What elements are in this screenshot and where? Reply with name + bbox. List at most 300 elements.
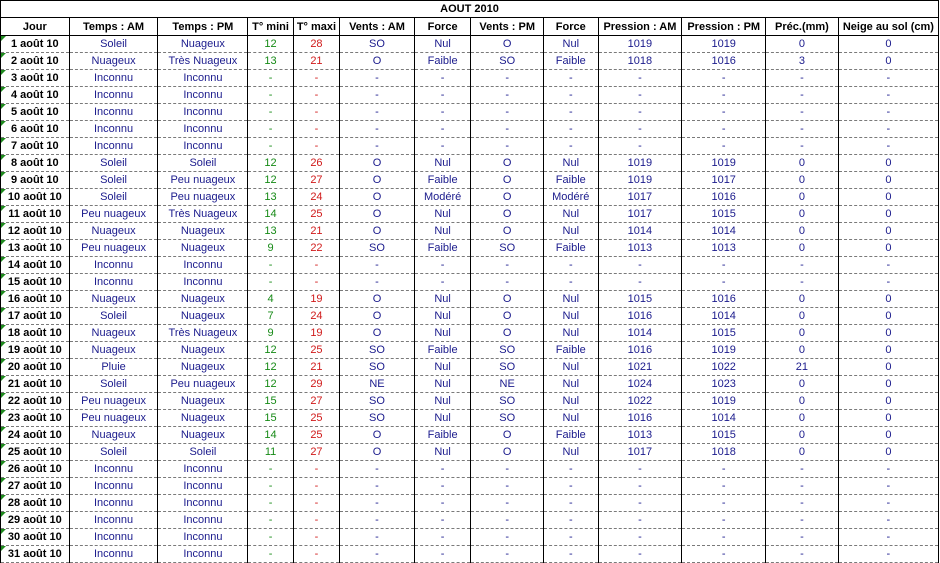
force-pm-cell[interactable]: Nul — [544, 376, 599, 393]
weather-am-cell[interactable]: Soleil — [69, 444, 158, 461]
pressure-am-cell[interactable]: - — [598, 87, 682, 104]
wind-am-cell[interactable]: NE — [340, 376, 415, 393]
pressure-pm-cell[interactable]: - — [682, 274, 766, 291]
pressure-pm-cell[interactable]: - — [682, 138, 766, 155]
weather-am-cell[interactable]: Soleil — [69, 155, 158, 172]
wind-am-cell[interactable]: - — [340, 121, 415, 138]
wind-pm-cell[interactable]: - — [471, 529, 544, 546]
force-am-cell[interactable]: Faible — [414, 172, 471, 189]
force-am-cell[interactable]: - — [414, 461, 471, 478]
temp-max-cell[interactable]: - — [293, 274, 339, 291]
pressure-am-cell[interactable]: 1015 — [598, 291, 682, 308]
wind-pm-cell[interactable]: - — [471, 104, 544, 121]
pressure-pm-cell[interactable]: 1014 — [682, 308, 766, 325]
snow-cell[interactable]: - — [838, 138, 938, 155]
wind-am-cell[interactable]: - — [340, 461, 415, 478]
force-am-cell[interactable]: Faible — [414, 240, 471, 257]
weather-am-cell[interactable]: Inconnu — [69, 478, 158, 495]
wind-am-cell[interactable]: - — [340, 104, 415, 121]
weather-pm-cell[interactable]: Nuageux — [158, 410, 248, 427]
temp-min-cell[interactable]: - — [248, 274, 293, 291]
temp-min-cell[interactable]: - — [248, 87, 293, 104]
temp-max-cell[interactable]: 28 — [293, 36, 339, 53]
header-pression-pm[interactable]: Pression : PM — [682, 18, 766, 36]
force-pm-cell[interactable]: - — [544, 121, 599, 138]
day-cell[interactable]: 21 août 10 — [1, 376, 70, 393]
wind-pm-cell[interactable]: O — [471, 223, 544, 240]
force-pm-cell[interactable]: Faible — [544, 427, 599, 444]
temp-max-cell[interactable]: 25 — [293, 427, 339, 444]
temp-min-cell[interactable]: - — [248, 104, 293, 121]
wind-pm-cell[interactable]: SO — [471, 342, 544, 359]
wind-am-cell[interactable]: - — [340, 529, 415, 546]
wind-am-cell[interactable]: O — [340, 53, 415, 70]
precip-cell[interactable]: 0 — [766, 410, 839, 427]
wind-pm-cell[interactable]: - — [471, 121, 544, 138]
temp-max-cell[interactable]: - — [293, 104, 339, 121]
weather-pm-cell[interactable]: Peu nuageux — [158, 376, 248, 393]
wind-am-cell[interactable]: O — [340, 206, 415, 223]
weather-am-cell[interactable]: Inconnu — [69, 257, 158, 274]
snow-cell[interactable]: - — [838, 495, 938, 512]
weather-pm-cell[interactable]: Inconnu — [158, 512, 248, 529]
header-t-mini[interactable]: T° mini — [248, 18, 293, 36]
precip-cell[interactable]: 0 — [766, 393, 839, 410]
force-am-cell[interactable]: Nul — [414, 325, 471, 342]
wind-pm-cell[interactable]: SO — [471, 240, 544, 257]
precip-cell[interactable]: 0 — [766, 427, 839, 444]
temp-max-cell[interactable]: - — [293, 121, 339, 138]
snow-cell[interactable]: - — [838, 478, 938, 495]
pressure-am-cell[interactable]: - — [598, 70, 682, 87]
force-am-cell[interactable]: - — [414, 138, 471, 155]
pressure-am-cell[interactable]: - — [598, 478, 682, 495]
precip-cell[interactable]: 0 — [766, 223, 839, 240]
pressure-am-cell[interactable]: - — [598, 495, 682, 512]
pressure-am-cell[interactable]: - — [598, 121, 682, 138]
pressure-am-cell[interactable]: - — [598, 461, 682, 478]
temp-min-cell[interactable]: 15 — [248, 410, 293, 427]
weather-pm-cell[interactable]: Nuageux — [158, 427, 248, 444]
day-cell[interactable]: 23 août 10 — [1, 410, 70, 427]
weather-pm-cell[interactable]: Nuageux — [158, 393, 248, 410]
temp-min-cell[interactable]: - — [248, 529, 293, 546]
force-am-cell[interactable]: - — [414, 478, 471, 495]
force-pm-cell[interactable]: - — [544, 104, 599, 121]
precip-cell[interactable]: 0 — [766, 172, 839, 189]
force-pm-cell[interactable]: Modéré — [544, 189, 599, 206]
wind-am-cell[interactable]: O — [340, 427, 415, 444]
snow-cell[interactable]: 0 — [838, 410, 938, 427]
day-cell[interactable]: 2 août 10 — [1, 53, 70, 70]
day-cell[interactable]: 12 août 10 — [1, 223, 70, 240]
snow-cell[interactable]: 0 — [838, 155, 938, 172]
wind-am-cell[interactable]: SO — [340, 410, 415, 427]
wind-am-cell[interactable]: O — [340, 308, 415, 325]
temp-min-cell[interactable]: 4 — [248, 291, 293, 308]
wind-pm-cell[interactable]: - — [471, 87, 544, 104]
pressure-pm-cell[interactable]: 1015 — [682, 427, 766, 444]
wind-pm-cell[interactable]: O — [471, 172, 544, 189]
pressure-pm-cell[interactable]: 1019 — [682, 342, 766, 359]
wind-am-cell[interactable]: SO — [340, 393, 415, 410]
temp-max-cell[interactable]: 25 — [293, 206, 339, 223]
pressure-am-cell[interactable]: 1019 — [598, 155, 682, 172]
wind-pm-cell[interactable]: SO — [471, 53, 544, 70]
wind-pm-cell[interactable]: - — [471, 461, 544, 478]
wind-am-cell[interactable]: O — [340, 223, 415, 240]
temp-max-cell[interactable]: - — [293, 529, 339, 546]
temp-max-cell[interactable]: - — [293, 70, 339, 87]
force-pm-cell[interactable]: Nul — [544, 393, 599, 410]
force-pm-cell[interactable]: Faible — [544, 342, 599, 359]
weather-am-cell[interactable]: Inconnu — [69, 87, 158, 104]
day-cell[interactable]: 28 août 10 — [1, 495, 70, 512]
day-cell[interactable]: 3 août 10 — [1, 70, 70, 87]
pressure-pm-cell[interactable]: 1019 — [682, 155, 766, 172]
precip-cell[interactable]: 3 — [766, 53, 839, 70]
header-vents-am[interactable]: Vents : AM — [340, 18, 415, 36]
force-pm-cell[interactable]: Faible — [544, 53, 599, 70]
weather-pm-cell[interactable]: Nuageux — [158, 359, 248, 376]
weather-am-cell[interactable]: Inconnu — [69, 104, 158, 121]
temp-min-cell[interactable]: 14 — [248, 206, 293, 223]
temp-max-cell[interactable]: 27 — [293, 444, 339, 461]
pressure-am-cell[interactable]: 1013 — [598, 427, 682, 444]
force-am-cell[interactable]: - — [414, 529, 471, 546]
force-am-cell[interactable]: Modéré — [414, 189, 471, 206]
wind-pm-cell[interactable]: O — [471, 308, 544, 325]
wind-am-cell[interactable]: - — [340, 478, 415, 495]
pressure-pm-cell[interactable]: - — [682, 121, 766, 138]
force-am-cell[interactable]: Nul — [414, 223, 471, 240]
temp-min-cell[interactable]: 14 — [248, 427, 293, 444]
snow-cell[interactable]: 0 — [838, 206, 938, 223]
weather-pm-cell[interactable]: Soleil — [158, 155, 248, 172]
weather-pm-cell[interactable]: Nuageux — [158, 36, 248, 53]
temp-max-cell[interactable]: 19 — [293, 325, 339, 342]
force-am-cell[interactable]: Nul — [414, 444, 471, 461]
wind-pm-cell[interactable]: O — [471, 155, 544, 172]
force-pm-cell[interactable]: Faible — [544, 172, 599, 189]
temp-max-cell[interactable]: 26 — [293, 155, 339, 172]
weather-am-cell[interactable]: Peu nuageux — [69, 240, 158, 257]
force-pm-cell[interactable]: Nul — [544, 325, 599, 342]
force-am-cell[interactable]: Nul — [414, 291, 471, 308]
snow-cell[interactable]: - — [838, 274, 938, 291]
day-cell[interactable]: 9 août 10 — [1, 172, 70, 189]
precip-cell[interactable]: 0 — [766, 240, 839, 257]
day-cell[interactable]: 19 août 10 — [1, 342, 70, 359]
force-am-cell[interactable]: Nul — [414, 376, 471, 393]
temp-min-cell[interactable]: 12 — [248, 172, 293, 189]
weather-pm-cell[interactable]: Inconnu — [158, 529, 248, 546]
weather-pm-cell[interactable]: Nuageux — [158, 342, 248, 359]
wind-pm-cell[interactable]: O — [471, 444, 544, 461]
weather-pm-cell[interactable]: Inconnu — [158, 274, 248, 291]
pressure-pm-cell[interactable]: 1019 — [682, 36, 766, 53]
wind-am-cell[interactable]: O — [340, 189, 415, 206]
temp-min-cell[interactable]: 12 — [248, 359, 293, 376]
weather-am-cell[interactable]: Nuageux — [69, 325, 158, 342]
snow-cell[interactable]: - — [838, 104, 938, 121]
pressure-pm-cell[interactable]: 1016 — [682, 189, 766, 206]
weather-pm-cell[interactable]: Inconnu — [158, 461, 248, 478]
wind-am-cell[interactable]: O — [340, 291, 415, 308]
day-cell[interactable]: 6 août 10 — [1, 121, 70, 138]
snow-cell[interactable]: - — [838, 70, 938, 87]
pressure-pm-cell[interactable]: - — [682, 546, 766, 563]
day-cell[interactable]: 14 août 10 — [1, 257, 70, 274]
wind-am-cell[interactable]: - — [340, 495, 415, 512]
force-pm-cell[interactable]: - — [544, 495, 599, 512]
temp-max-cell[interactable]: 21 — [293, 53, 339, 70]
snow-cell[interactable]: - — [838, 529, 938, 546]
day-cell[interactable]: 13 août 10 — [1, 240, 70, 257]
force-am-cell[interactable]: Faible — [414, 342, 471, 359]
wind-am-cell[interactable]: SO — [340, 359, 415, 376]
wind-pm-cell[interactable]: - — [471, 546, 544, 563]
pressure-pm-cell[interactable]: 1019 — [682, 393, 766, 410]
wind-pm-cell[interactable]: O — [471, 189, 544, 206]
wind-am-cell[interactable]: - — [340, 70, 415, 87]
pressure-am-cell[interactable]: 1018 — [598, 53, 682, 70]
wind-pm-cell[interactable]: NE — [471, 376, 544, 393]
precip-cell[interactable]: 21 — [766, 359, 839, 376]
weather-pm-cell[interactable]: Nuageux — [158, 240, 248, 257]
snow-cell[interactable]: 0 — [838, 172, 938, 189]
header-prec[interactable]: Préc.(mm) — [766, 18, 839, 36]
header-force-pm[interactable]: Force — [544, 18, 599, 36]
snow-cell[interactable]: 0 — [838, 342, 938, 359]
force-pm-cell[interactable]: - — [544, 70, 599, 87]
precip-cell[interactable]: 0 — [766, 444, 839, 461]
weather-pm-cell[interactable]: Nuageux — [158, 223, 248, 240]
temp-min-cell[interactable]: - — [248, 478, 293, 495]
weather-am-cell[interactable]: Inconnu — [69, 529, 158, 546]
temp-max-cell[interactable]: - — [293, 257, 339, 274]
pressure-pm-cell[interactable]: 1016 — [682, 291, 766, 308]
precip-cell[interactable]: - — [766, 478, 839, 495]
force-pm-cell[interactable]: - — [544, 138, 599, 155]
force-pm-cell[interactable]: Nul — [544, 410, 599, 427]
snow-cell[interactable]: - — [838, 121, 938, 138]
force-pm-cell[interactable]: - — [544, 274, 599, 291]
precip-cell[interactable]: - — [766, 461, 839, 478]
force-am-cell[interactable]: - — [414, 274, 471, 291]
weather-pm-cell[interactable]: Nuageux — [158, 308, 248, 325]
snow-cell[interactable]: 0 — [838, 359, 938, 376]
snow-cell[interactable]: 0 — [838, 393, 938, 410]
precip-cell[interactable]: - — [766, 138, 839, 155]
pressure-am-cell[interactable]: - — [598, 138, 682, 155]
pressure-pm-cell[interactable]: - — [682, 257, 766, 274]
weather-pm-cell[interactable]: Peu nuageux — [158, 189, 248, 206]
weather-pm-cell[interactable]: Inconnu — [158, 478, 248, 495]
force-pm-cell[interactable]: - — [544, 546, 599, 563]
wind-pm-cell[interactable]: - — [471, 478, 544, 495]
pressure-am-cell[interactable]: 1014 — [598, 325, 682, 342]
weather-pm-cell[interactable]: Très Nuageux — [158, 325, 248, 342]
pressure-am-cell[interactable]: 1014 — [598, 223, 682, 240]
pressure-pm-cell[interactable]: - — [682, 461, 766, 478]
precip-cell[interactable]: - — [766, 121, 839, 138]
temp-min-cell[interactable]: 12 — [248, 376, 293, 393]
pressure-pm-cell[interactable]: - — [682, 70, 766, 87]
header-temps-pm[interactable]: Temps : PM — [158, 18, 248, 36]
weather-pm-cell[interactable]: Inconnu — [158, 121, 248, 138]
day-cell[interactable]: 17 août 10 — [1, 308, 70, 325]
day-cell[interactable]: 20 août 10 — [1, 359, 70, 376]
header-jour[interactable]: Jour — [1, 18, 70, 36]
temp-min-cell[interactable]: 12 — [248, 155, 293, 172]
force-pm-cell[interactable]: - — [544, 478, 599, 495]
force-am-cell[interactable]: Nul — [414, 206, 471, 223]
snow-cell[interactable]: - — [838, 461, 938, 478]
wind-am-cell[interactable]: - — [340, 138, 415, 155]
day-cell[interactable]: 18 août 10 — [1, 325, 70, 342]
snow-cell[interactable]: 0 — [838, 53, 938, 70]
force-pm-cell[interactable]: - — [544, 461, 599, 478]
precip-cell[interactable]: 0 — [766, 206, 839, 223]
wind-pm-cell[interactable]: O — [471, 206, 544, 223]
pressure-pm-cell[interactable]: 1015 — [682, 206, 766, 223]
force-am-cell[interactable]: - — [414, 495, 471, 512]
precip-cell[interactable]: - — [766, 529, 839, 546]
day-cell[interactable]: 31 août 10 — [1, 546, 70, 563]
pressure-am-cell[interactable]: - — [598, 274, 682, 291]
temp-min-cell[interactable]: - — [248, 121, 293, 138]
pressure-pm-cell[interactable]: - — [682, 495, 766, 512]
force-am-cell[interactable]: - — [414, 104, 471, 121]
snow-cell[interactable]: - — [838, 87, 938, 104]
pressure-am-cell[interactable]: - — [598, 257, 682, 274]
force-am-cell[interactable]: Faible — [414, 427, 471, 444]
weather-am-cell[interactable]: Peu nuageux — [69, 206, 158, 223]
wind-pm-cell[interactable]: O — [471, 427, 544, 444]
weather-pm-cell[interactable]: Soleil — [158, 444, 248, 461]
weather-am-cell[interactable]: Inconnu — [69, 274, 158, 291]
wind-am-cell[interactable]: O — [340, 325, 415, 342]
weather-pm-cell[interactable]: Très Nuageux — [158, 206, 248, 223]
pressure-am-cell[interactable]: 1017 — [598, 206, 682, 223]
temp-max-cell[interactable]: 24 — [293, 189, 339, 206]
precip-cell[interactable]: - — [766, 87, 839, 104]
pressure-am-cell[interactable]: - — [598, 512, 682, 529]
weather-am-cell[interactable]: Inconnu — [69, 121, 158, 138]
pressure-am-cell[interactable]: 1024 — [598, 376, 682, 393]
weather-am-cell[interactable]: Soleil — [69, 36, 158, 53]
wind-pm-cell[interactable]: SO — [471, 359, 544, 376]
pressure-pm-cell[interactable]: - — [682, 478, 766, 495]
force-am-cell[interactable]: - — [414, 257, 471, 274]
precip-cell[interactable]: - — [766, 70, 839, 87]
snow-cell[interactable]: 0 — [838, 444, 938, 461]
snow-cell[interactable]: 0 — [838, 36, 938, 53]
wind-am-cell[interactable]: SO — [340, 36, 415, 53]
day-cell[interactable]: 29 août 10 — [1, 512, 70, 529]
weather-pm-cell[interactable]: Inconnu — [158, 70, 248, 87]
day-cell[interactable]: 16 août 10 — [1, 291, 70, 308]
header-t-maxi[interactable]: T° maxi — [293, 18, 339, 36]
wind-pm-cell[interactable]: SO — [471, 410, 544, 427]
weather-am-cell[interactable]: Nuageux — [69, 291, 158, 308]
precip-cell[interactable]: - — [766, 546, 839, 563]
weather-am-cell[interactable]: Inconnu — [69, 461, 158, 478]
snow-cell[interactable]: 0 — [838, 427, 938, 444]
wind-am-cell[interactable]: SO — [340, 240, 415, 257]
pressure-am-cell[interactable]: 1022 — [598, 393, 682, 410]
wind-pm-cell[interactable]: O — [471, 36, 544, 53]
day-cell[interactable]: 11 août 10 — [1, 206, 70, 223]
precip-cell[interactable]: - — [766, 495, 839, 512]
force-am-cell[interactable]: - — [414, 121, 471, 138]
precip-cell[interactable]: 0 — [766, 36, 839, 53]
wind-am-cell[interactable]: O — [340, 444, 415, 461]
day-cell[interactable]: 30 août 10 — [1, 529, 70, 546]
pressure-pm-cell[interactable]: - — [682, 529, 766, 546]
header-vents-pm[interactable]: Vents : PM — [471, 18, 544, 36]
snow-cell[interactable]: 0 — [838, 376, 938, 393]
force-pm-cell[interactable]: Nul — [544, 155, 599, 172]
weather-pm-cell[interactable]: Nuageux — [158, 291, 248, 308]
weather-am-cell[interactable]: Nuageux — [69, 53, 158, 70]
header-neige[interactable]: Neige au sol (cm) — [838, 18, 938, 36]
temp-max-cell[interactable]: 27 — [293, 393, 339, 410]
sheet-title[interactable]: AOUT 2010 — [1, 1, 939, 18]
pressure-am-cell[interactable]: 1019 — [598, 36, 682, 53]
temp-max-cell[interactable]: - — [293, 138, 339, 155]
pressure-am-cell[interactable]: 1013 — [598, 240, 682, 257]
temp-max-cell[interactable]: 21 — [293, 359, 339, 376]
pressure-pm-cell[interactable]: - — [682, 87, 766, 104]
wind-am-cell[interactable]: - — [340, 257, 415, 274]
pressure-pm-cell[interactable]: 1023 — [682, 376, 766, 393]
force-am-cell[interactable]: - — [414, 546, 471, 563]
force-pm-cell[interactable]: - — [544, 512, 599, 529]
day-cell[interactable]: 22 août 10 — [1, 393, 70, 410]
temp-min-cell[interactable]: 9 — [248, 240, 293, 257]
force-am-cell[interactable]: Nul — [414, 308, 471, 325]
weather-pm-cell[interactable]: Inconnu — [158, 546, 248, 563]
day-cell[interactable]: 26 août 10 — [1, 461, 70, 478]
wind-pm-cell[interactable]: O — [471, 325, 544, 342]
temp-min-cell[interactable]: - — [248, 461, 293, 478]
force-am-cell[interactable]: Nul — [414, 393, 471, 410]
temp-max-cell[interactable]: 19 — [293, 291, 339, 308]
pressure-am-cell[interactable]: 1016 — [598, 342, 682, 359]
snow-cell[interactable]: - — [838, 546, 938, 563]
force-pm-cell[interactable]: Faible — [544, 240, 599, 257]
pressure-am-cell[interactable]: 1016 — [598, 308, 682, 325]
wind-am-cell[interactable]: - — [340, 546, 415, 563]
force-pm-cell[interactable]: Nul — [544, 206, 599, 223]
weather-am-cell[interactable]: Inconnu — [69, 512, 158, 529]
temp-min-cell[interactable]: 13 — [248, 189, 293, 206]
day-cell[interactable]: 1 août 10 — [1, 36, 70, 53]
day-cell[interactable]: 10 août 10 — [1, 189, 70, 206]
force-pm-cell[interactable]: Nul — [544, 36, 599, 53]
temp-min-cell[interactable]: 9 — [248, 325, 293, 342]
pressure-am-cell[interactable]: 1017 — [598, 189, 682, 206]
day-cell[interactable]: 24 août 10 — [1, 427, 70, 444]
temp-max-cell[interactable]: 27 — [293, 172, 339, 189]
temp-min-cell[interactable]: - — [248, 512, 293, 529]
temp-min-cell[interactable]: 7 — [248, 308, 293, 325]
snow-cell[interactable]: 0 — [838, 291, 938, 308]
temp-max-cell[interactable]: 22 — [293, 240, 339, 257]
pressure-am-cell[interactable]: - — [598, 546, 682, 563]
